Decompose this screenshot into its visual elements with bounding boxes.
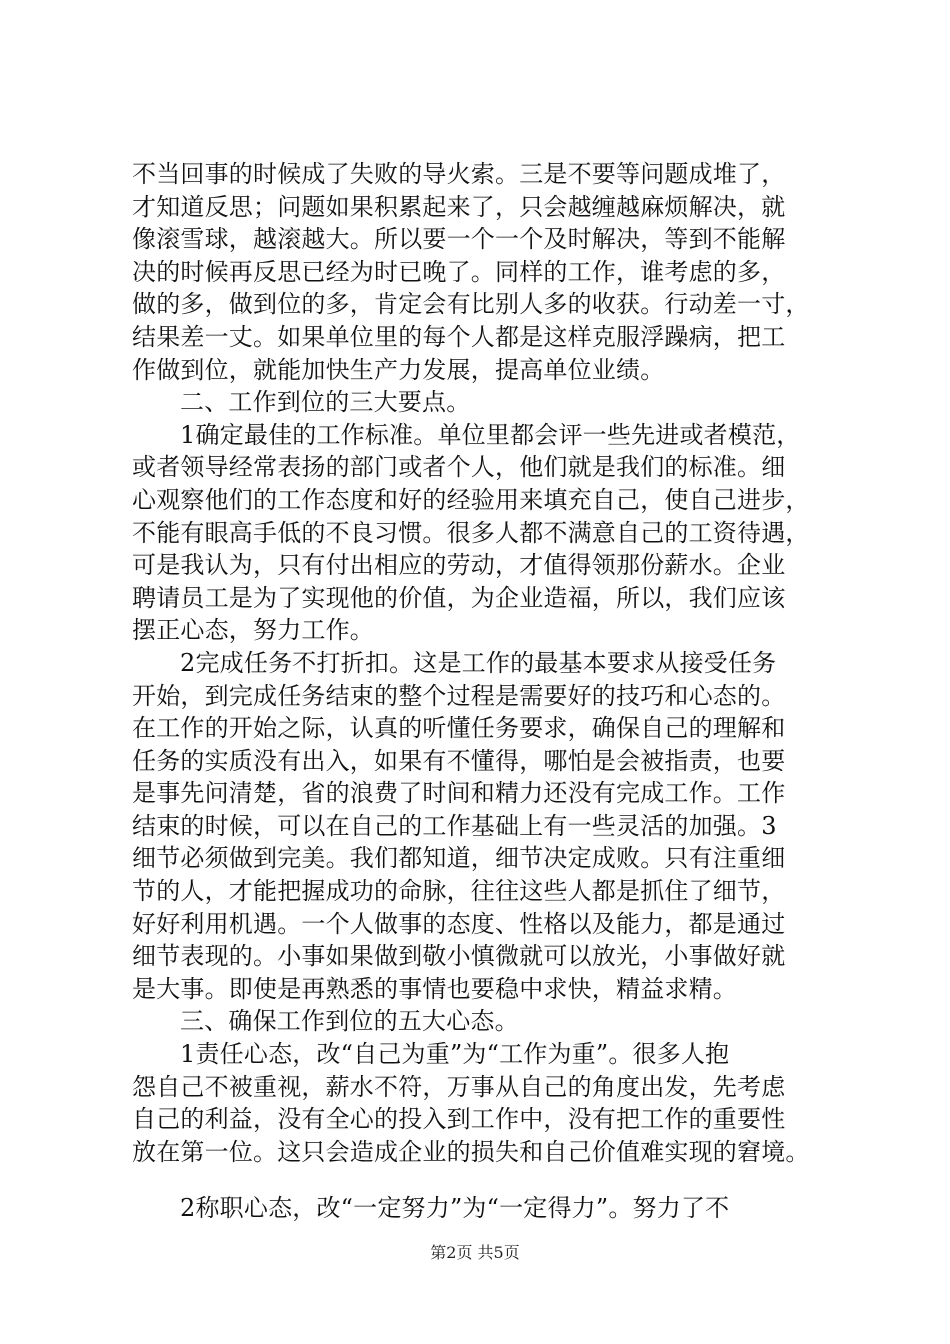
text-line: 1责任心态，改“自己为重”为“工作为重”。很多人抱 <box>180 1040 730 1069</box>
text-line: 才知道反思；问题如果积累起来了，只会越缠越麻烦解决，就 <box>132 192 786 221</box>
text-line: 细节表现的。小事如果做到敬小慎微就可以放光，小事做好就 <box>132 942 786 971</box>
text-line: 决的时候再反思已经为时已晚了。同样的工作，谁考虑的多， <box>132 257 786 286</box>
page-footer <box>0 1243 950 1263</box>
text-line: 2称职心态，改“一定努力”为“一定得力”。努力了不 <box>180 1194 730 1223</box>
text-line: 聘请员工是为了实现他的价值，为企业造福，所以，我们应该 <box>132 583 786 612</box>
document-body <box>132 158 832 1225</box>
text-line: 细节必须做到完美。我们都知道，细节决定成败。只有注重细 <box>132 844 786 873</box>
text-line: 作做到位，就能加快生产力发展，提高单位业绩。 <box>132 355 665 384</box>
text-line: 在工作的开始之际，认真的听懂任务要求，确保自己的理解和 <box>132 714 786 743</box>
section-heading: 二、工作到位的三大要点。 <box>180 388 471 417</box>
text-line: 自己的利益，没有全心的投入到工作中，没有把工作的重要性 <box>132 1105 786 1134</box>
text-line: 做的多，做到位的多，肯定会有比别人多的收获。行动差一寸， <box>132 290 810 319</box>
text-line: 心观察他们的工作态度和好的经验用来填充自己，使自己进步， <box>132 485 810 514</box>
paragraph-gap <box>132 1168 832 1192</box>
text-line: 节的人，才能把握成功的命脉，往往这些人都是抓住了细节， <box>132 877 786 906</box>
page-number-label: 第2页 共5页 <box>430 1243 520 1262</box>
text-line: 不当回事的时候成了失败的导火索。三是不要等问题成堆了， <box>132 160 786 188</box>
text-line: 结束的时候，可以在自己的工作基础上有一些灵活的加强。3 <box>132 811 777 840</box>
section-heading: 三、确保工作到位的五大心态。 <box>180 1007 519 1036</box>
text-line: 可是我认为，只有付出相应的劳动，才值得领那份薪水。企业 <box>132 551 786 580</box>
text-line: 怨自己不被重视，薪水不符，万事从自己的角度出发，先考虑 <box>132 1072 786 1101</box>
text-line: 任务的实质没有出入，如果有不懂得，哪怕是会被指责，也要 <box>132 746 786 775</box>
text-line: 放在第一位。这只会造成企业的损失和自己价值难实现的窘境。 <box>132 1137 810 1166</box>
text-line: 是事先问清楚，省的浪费了时间和精力还没有完成工作。工作 <box>132 779 786 808</box>
text-line: 摆正心态，努力工作。 <box>132 616 374 645</box>
text-line: 或者领导经常表扬的部门或者个人，他们就是我们的标准。细 <box>132 453 786 482</box>
text-line: 2完成任务不打折扣。这是工作的最基本要求从接受任务 <box>180 648 777 677</box>
text-line: 是大事。即使是再熟悉的事情也要稳中求快，精益求精。 <box>132 974 737 1003</box>
text-line: 结果差一丈。如果单位里的每个人都是这样克服浮躁病，把工 <box>132 322 786 351</box>
text-line: 开始，到完成任务结束的整个过程是需要好的技巧和心态的。 <box>132 681 786 710</box>
text-line: 不能有眼高手低的不良习惯。很多人都不满意自己的工资待遇， <box>132 518 810 547</box>
text-line: 好好利用机遇。一个人做事的态度、性格以及能力，都是通过 <box>132 909 786 938</box>
text-line: 1确定最佳的工作标准。单位里都会评一些先进或者模范， <box>180 420 801 449</box>
text-line: 像滚雪球，越滚越大。所以要一个一个及时解决，等到不能解 <box>132 225 786 254</box>
